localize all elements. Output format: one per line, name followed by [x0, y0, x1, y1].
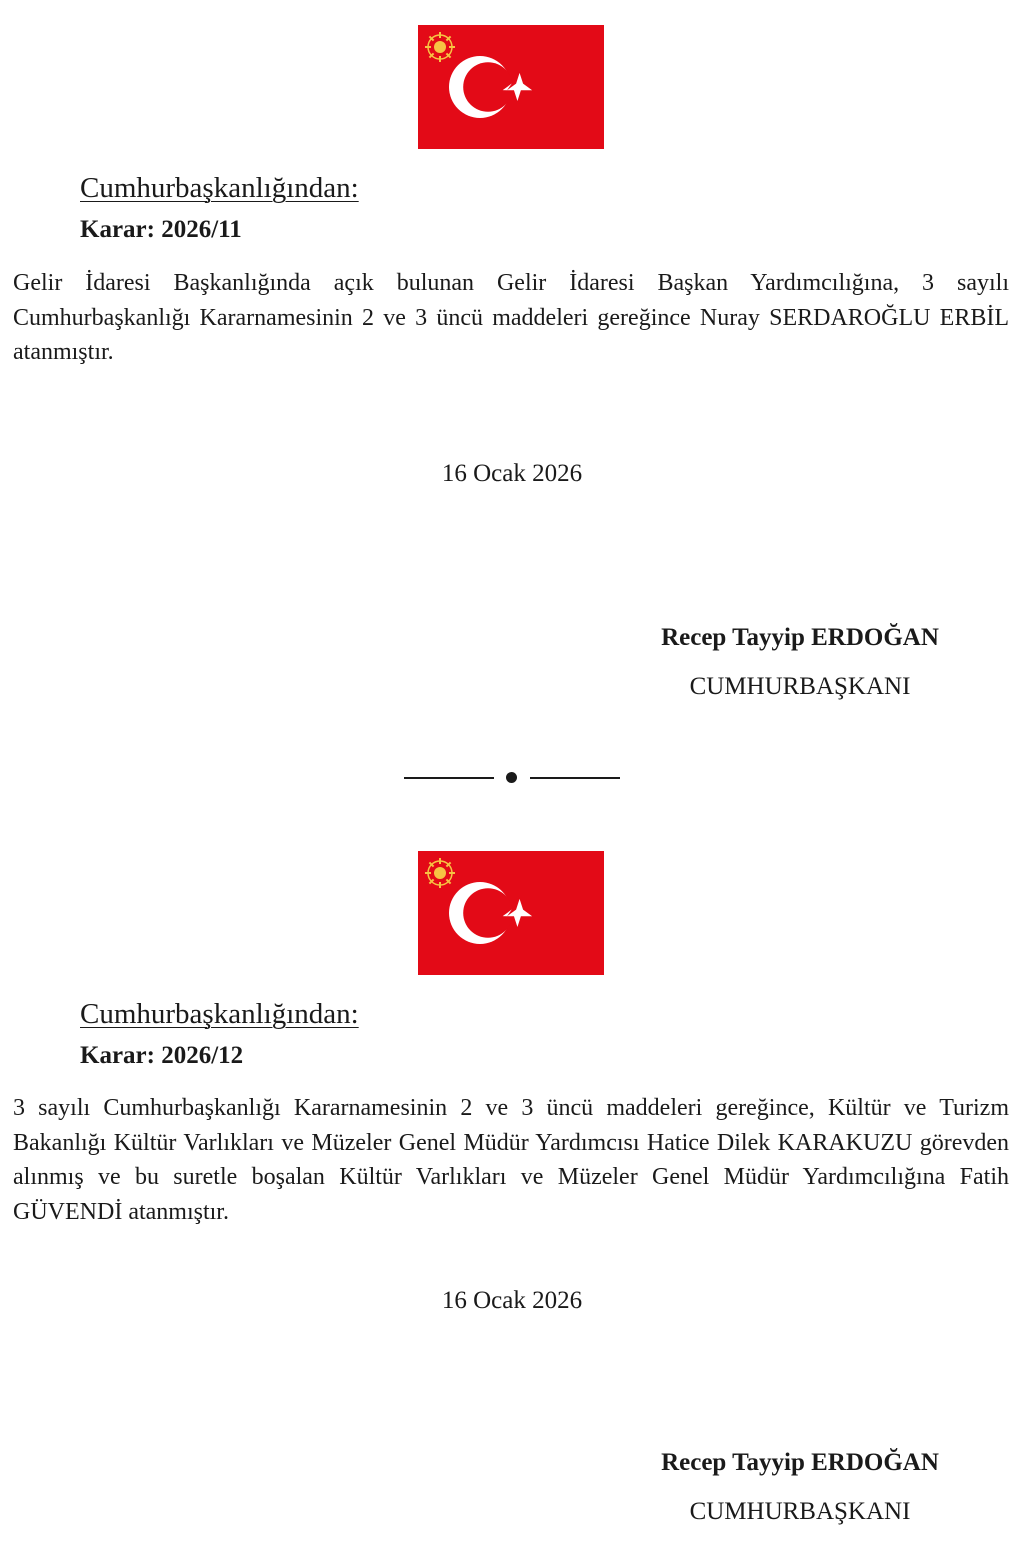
- signer-title: CUMHURBAŞKANI: [689, 673, 911, 700]
- heading: Cumhurbaşkanlığından:: [80, 998, 359, 1030]
- separator-dot: [506, 772, 517, 783]
- separator-line: [404, 777, 494, 779]
- signer-name: Recep Tayyip ERDOĞAN: [661, 1449, 939, 1476]
- section-separator: [404, 770, 620, 784]
- decision-body: Gelir İdaresi Başkanlığında açık bulunan Gelir İdaresi Başkan Yardımcılığına, 3 sayılı Cumhurbaşkanlığı Kararnamesinin 2 ve 3 üncü maddeleri gereğince Nuray SERDAROĞLU ERBİL atanmıştır.: [13, 270, 1009, 365]
- separator-line: [530, 777, 620, 779]
- flag-icon: [418, 851, 604, 975]
- signer-title: CUMHURBAŞKANI: [689, 1498, 911, 1525]
- signer-name: Recep Tayyip ERDOĞAN: [661, 624, 939, 651]
- flag-icon: [418, 25, 604, 149]
- decision-number: Karar: 2026/11: [80, 216, 242, 243]
- decision-date: 16 Ocak 2026: [441, 460, 583, 487]
- decision-body: 3 sayılı Cumhurbaşkanlığı Kararnamesinin 2 ve 3 üncü maddeleri gereğince, Kültür ve Turizm Bakanlığı Kültür Varlıkları ve Müzeler Genel Müdür Yardımcısı Hatice Dilek KARAKUZU görevden alınmış ve bu suretle boşalan Kültür Varlıkları ve Müzeler Genel Müdür Yardımcılığına Fatih GÜVENDİ atanmıştır.: [13, 1095, 1009, 1225]
- decision-date: 16 Ocak 2026: [441, 1287, 583, 1314]
- decision-number: Karar: 2026/12: [80, 1042, 244, 1069]
- heading: Cumhurbaşkanlığından:: [80, 172, 359, 204]
